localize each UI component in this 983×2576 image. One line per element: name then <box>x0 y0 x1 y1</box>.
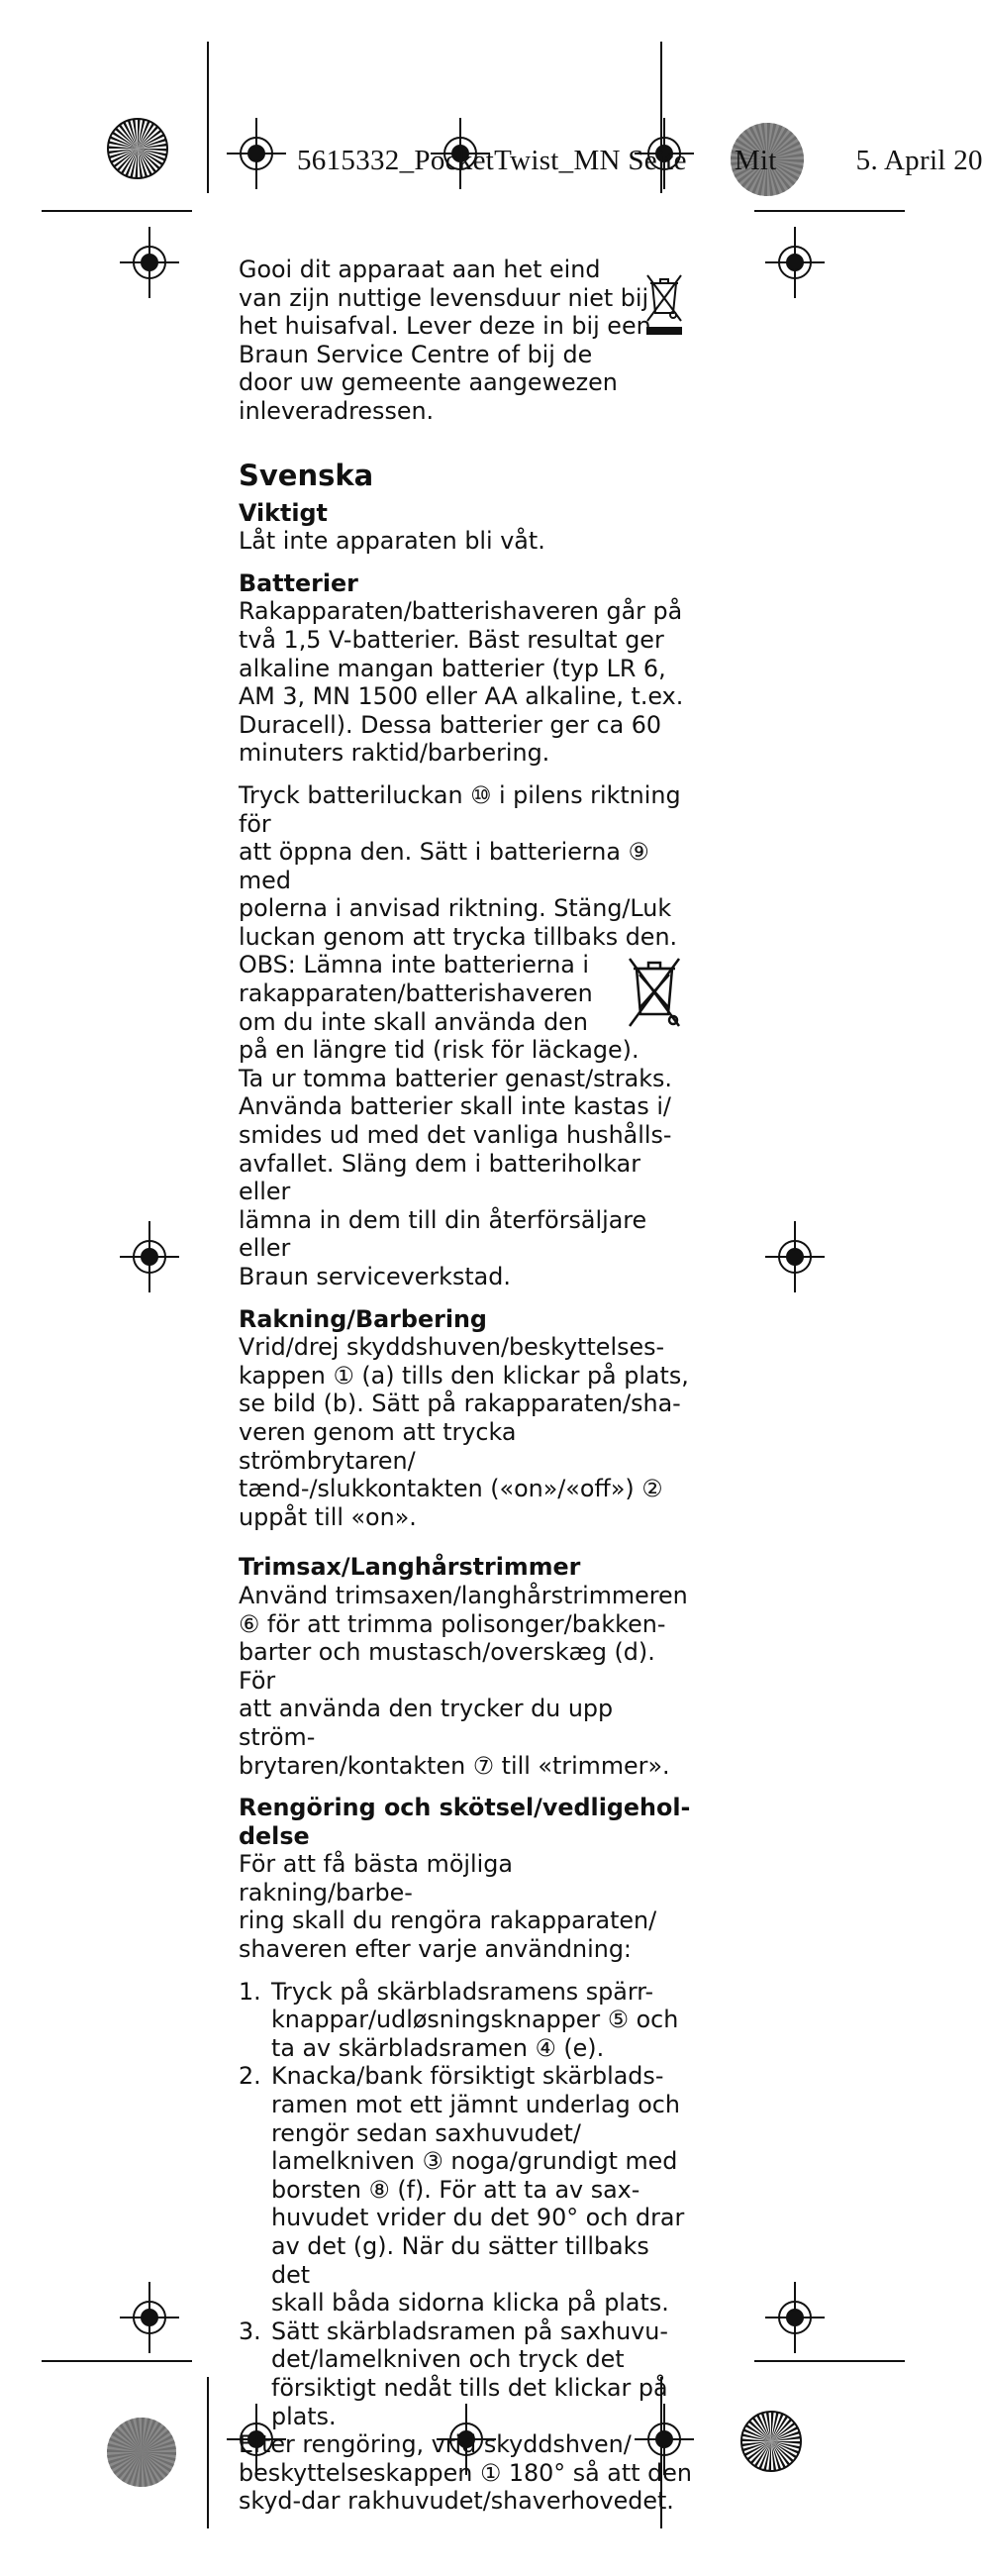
text-line: huvudet vrider du det 90° och drar <box>271 2204 685 2232</box>
text-line: lämna in dem till din återförsäljare eller <box>239 1205 647 1263</box>
registration-mark-icon <box>764 2281 826 2354</box>
dutch-disposal-paragraph <box>239 256 694 426</box>
trim-line <box>754 2360 905 2362</box>
text-line: polerna i anvisad riktning. Stäng/Luk <box>239 894 672 923</box>
gray-disc-icon <box>106 2417 177 2488</box>
trim-line <box>207 42 209 193</box>
text-line: barter och mustasch/overskæg (d). För <box>239 1638 655 1695</box>
slug-mit: Mit <box>734 145 777 176</box>
step-number: 3. <box>239 2317 261 2345</box>
text-line: shaveren efter varje användning: <box>239 1935 632 1964</box>
text-line: skyd-dar rakhuvudet/shaverhovedet. <box>239 2487 674 2516</box>
text-line: veren genom att trycka strömbrytaren/ <box>239 1417 517 1475</box>
text-line: om du inte skall använda den <box>239 1007 588 1036</box>
text-line: det/lamelkniven och tryck det <box>271 2345 625 2374</box>
cleaning-steps-list <box>239 1978 694 2431</box>
print-slug <box>297 145 983 177</box>
list-item <box>239 2318 694 2430</box>
heading-viktigt: Viktigt <box>239 498 328 527</box>
text-line: Duracell). Dessa batterier ger ca 60 <box>239 710 662 739</box>
step-number: 1. <box>239 1977 261 2006</box>
registration-mark-icon <box>119 1220 180 1293</box>
text-line: skall båda sidorna klicka på plats. <box>271 2289 669 2318</box>
text-line: ramen mot ett jämnt underlag och <box>271 2091 680 2119</box>
text-line: smides ud med det vanliga hushålls- <box>239 1121 672 1150</box>
text-line: Låt inte apparaten bli våt. <box>239 527 545 556</box>
starburst-icon <box>739 2410 803 2473</box>
starburst-icon <box>106 117 169 180</box>
heading-batterier: Batterier <box>239 568 358 597</box>
text-line: Vrid/drej skyddshuven/beskyttelses- <box>239 1333 665 1362</box>
text-line: van zijn nuttige levensduur niet bij <box>239 283 649 312</box>
heading-line: Rengöring och skötsel/vedligehol- <box>239 1794 691 1822</box>
trimsax-paragraph <box>239 1582 694 1780</box>
list-item <box>239 1978 694 2063</box>
text-line: door uw gemeente aangewezen <box>239 368 618 397</box>
text-line: av det (g). När du sätter tillbaks det <box>271 2232 649 2289</box>
registration-mark-icon <box>119 226 180 299</box>
batterier-paragraph-2 <box>239 781 694 1291</box>
registration-mark-icon <box>119 2281 180 2354</box>
heading-line: delse <box>239 1821 310 1850</box>
text-line: försiktigt nedåt tills det klickar på <box>271 2373 668 2402</box>
heading-rakning: Rakning/Barbering <box>239 1304 487 1333</box>
text-line: uppåt till «on». <box>239 1502 417 1531</box>
text-line: inleveradressen. <box>239 396 435 425</box>
text-line: brytaren/kontakten ⑦ till «trimmer». <box>239 1751 670 1780</box>
text-line: Gooi dit apparaat aan het eind <box>239 256 601 283</box>
trim-line <box>42 210 192 212</box>
text-line: på en längre tid (risk för läckage). <box>239 1036 639 1065</box>
text-line: att öppna den. Sätt i batterierna ⑨ med <box>239 838 649 894</box>
text-line: Braun serviceverkstad. <box>239 1263 511 1290</box>
text-line: minuters raktid/barbering. <box>239 739 550 768</box>
trim-line <box>207 2377 209 2528</box>
registration-mark-icon <box>226 117 287 190</box>
rakning-paragraph <box>239 1333 694 1531</box>
text-line: tænd-/slukkontakten («on»/«off») ② <box>239 1475 663 1503</box>
registration-mark-icon <box>764 226 826 299</box>
text-line: Rakapparaten/batterishaveren går på <box>239 597 683 626</box>
text-line: Tryck på skärbladsramens spärr- <box>271 1977 654 2006</box>
rengoring-intro <box>239 1850 694 1963</box>
text-line: Knacka/bank försiktigt skärblads- <box>271 2062 664 2091</box>
manual-text-column <box>239 256 694 2516</box>
text-line: OBS: Lämna inte batterierna i <box>239 951 590 979</box>
text-line: knappar/udløsningsknapper ⑤ och <box>271 2006 679 2034</box>
text-line: två 1,5 V-batterier. Bäst resultat ger <box>239 625 664 654</box>
text-line: ring skall du rengöra rakapparaten/ <box>239 1906 657 1935</box>
text-line: ta av skärbladsramen ④ (e). <box>271 2033 605 2062</box>
slug-date: 5. April 20 <box>855 145 983 176</box>
text-line: Tryck batteriluckan ⑩ i pilens riktning för <box>239 780 681 838</box>
rengoring-outro <box>239 2430 694 2516</box>
text-line: lamelkniven ③ noga/grundigt med <box>271 2147 678 2176</box>
text-line: rakapparaten/batterishaveren <box>239 979 593 1008</box>
text-line: att använda den trycker du upp ström- <box>239 1695 614 1751</box>
list-item <box>239 2062 694 2317</box>
heading-rengoring <box>239 1794 694 1850</box>
registration-mark-icon <box>764 1220 826 1293</box>
text-line: het huisafval. Lever deze in bij een <box>239 312 651 341</box>
batterier-paragraph-1 <box>239 597 694 768</box>
text-line: kappen ① (a) tills den klickar på plats, <box>239 1361 689 1390</box>
text-line: Braun Service Centre of bij de <box>239 340 593 368</box>
text-line: luckan genom att trycka tillbaks den. <box>239 922 678 951</box>
text-line: Använd trimsaxen/langhårstrimmeren <box>239 1581 688 1609</box>
text-line: AM 3, MN 1500 eller AA alkaline, t.ex. <box>239 682 684 711</box>
text-line: beskyttelseskappen ① 180° så att den <box>239 2458 692 2487</box>
text-line: Sätt skärbladsramen på saxhuvu- <box>271 2317 668 2345</box>
text-line: rengör sedan saxhuvudet/ <box>271 2118 581 2147</box>
text-line: plats. <box>271 2402 337 2430</box>
step-number: 2. <box>239 2062 261 2091</box>
text-line: ⑥ för att trimma polisonger/bakken- <box>239 1609 666 1638</box>
text-line: Efter rengöring, vrid skyddshven/ <box>239 2430 632 2459</box>
text-line: Använda batterier skall inte kastas i/ <box>239 1092 671 1121</box>
text-line: se bild (b). Sätt på rakapparaten/sha- <box>239 1390 681 1418</box>
trim-line <box>754 210 905 212</box>
text-line: alkaline mangan batterier (typ LR 6, <box>239 654 666 682</box>
text-line: avfallet. Släng dem i batteriholkar eller <box>239 1149 641 1206</box>
slug-filename: 5615332_PocketTwist_MN Seite <box>297 145 687 176</box>
text-line: För att få bästa möjliga rakning/barbe- <box>239 1850 513 1906</box>
trim-line <box>42 2360 192 2362</box>
text-line: Ta ur tomma batterier genast/straks. <box>239 1064 672 1092</box>
section-title-svenska: Svenska <box>239 458 374 492</box>
text-line: borsten ⑧ (f). För att ta av sax- <box>271 2175 640 2204</box>
heading-trimsax: Trimsax/Langhårstrimmer <box>239 1553 581 1582</box>
